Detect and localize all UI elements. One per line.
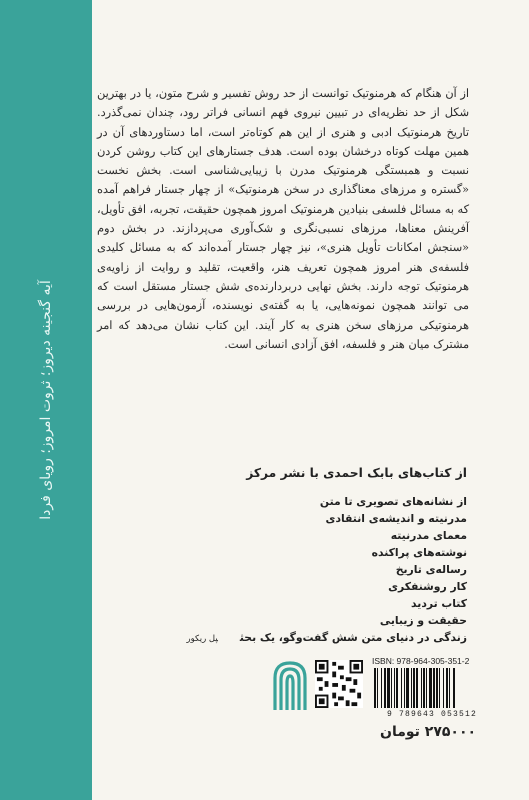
book-list-item [177,578,467,595]
isbn-label: ISBN: 978-964-305-351-2 [372,656,470,666]
book-list-item [177,510,467,527]
qr-code [315,660,363,708]
book-title: حقیقت و زیبایی [379,614,467,627]
barcode [372,668,492,708]
book-list-title: از کتاب‌های بابک احمدی با نشر مرکز [246,466,467,480]
book-list-item [177,544,467,561]
book-title: زندگی در دنیای متن شش گفت‌وگو، یک بحث [239,631,467,644]
book-author: پل ریکور [186,634,218,644]
book-list-item [177,561,467,578]
book-title: کتاب تردید [411,597,467,610]
spine-band [0,0,92,800]
book-title: مدرنیته و اندیشه‌ی انتقادی [325,512,467,525]
book-title: معمای مدرنیته [390,529,467,542]
book-list-item [177,527,467,544]
book-title: رساله‌ی تاریخ [395,563,467,576]
publisher-logo [270,658,310,713]
publisher-book-list [177,466,467,648]
barcode-digits: 9 789643 053512 [386,710,477,719]
price-label: ۲۷۵۰۰۰ تومان [380,724,477,740]
spine-tagline: آیه گنجینه دیروز؛ ثروت امروز؛ رویای فردا [38,280,54,520]
book-title: از نشانه‌های تصویری تا متن [319,495,467,508]
book-list-item [177,629,467,648]
book-list-item [177,595,467,612]
description-block [97,84,469,366]
book-title: کار روشنفکری [388,580,467,593]
book-title: نوشته‌های پراکنده [371,546,467,559]
description-paragraph: از آن هنگام که هرمنوتیک توانست از حد روش تفسیر و شرح متون، یا در بهترین شکل از حد نظریه‌ای در تبیین نیروی فهم انسانی فراتر رود، چندان نمی‌گذرد. تاریخ هرمنوتیک ادبی و هنری از این هم کوتاه‌تر است، اما دستاوردهای آن در همین مهلت کوتاه درخشان بوده است. هدف جستارهای این کتاب روشن کردن نسبت و همبستگی هرمنوتیک مدرن با زیبایی‌شناسی است. بخش نخست «گستره و مرزهای معناگذاری در سخن هرمنوتیک» از چهار جستار فراهم آمده که به مسائل فلسفی بنیادین هرمنوتیک امروز همچون حقیقت، تجربه، افق تأویل، آفرینش معناها، مرزهای نسبی‌نگری و شک‌آوری می‌پردازند. در بخش دوم «سنجش امکانات تأویل هنری»، نیز چهار جستار آمده‌اند که به مسائل کلیدی فلسفه‌ی هنر امروز همچون تعریف هنر، واقعیت، تقلید و روایت از زاویه‌ی هرمنوتیک توجه دارند. بخش نهایی دربردارنده‌ی شش جستار مستقل است که می توانند همچون نمونه‌هایی، یا به گفته‌ی نویسنده، آزمون‌هایی در بررسی هرمنوتیکی مرزهای سخن هنری به کار آیند. این کتاب نشان می‌دهد که امر مشترک میان هنر و فلسفه، افق آزادی انسانی است. [97,87,469,351]
book-list-item [177,612,467,629]
book-list-item [177,493,467,510]
